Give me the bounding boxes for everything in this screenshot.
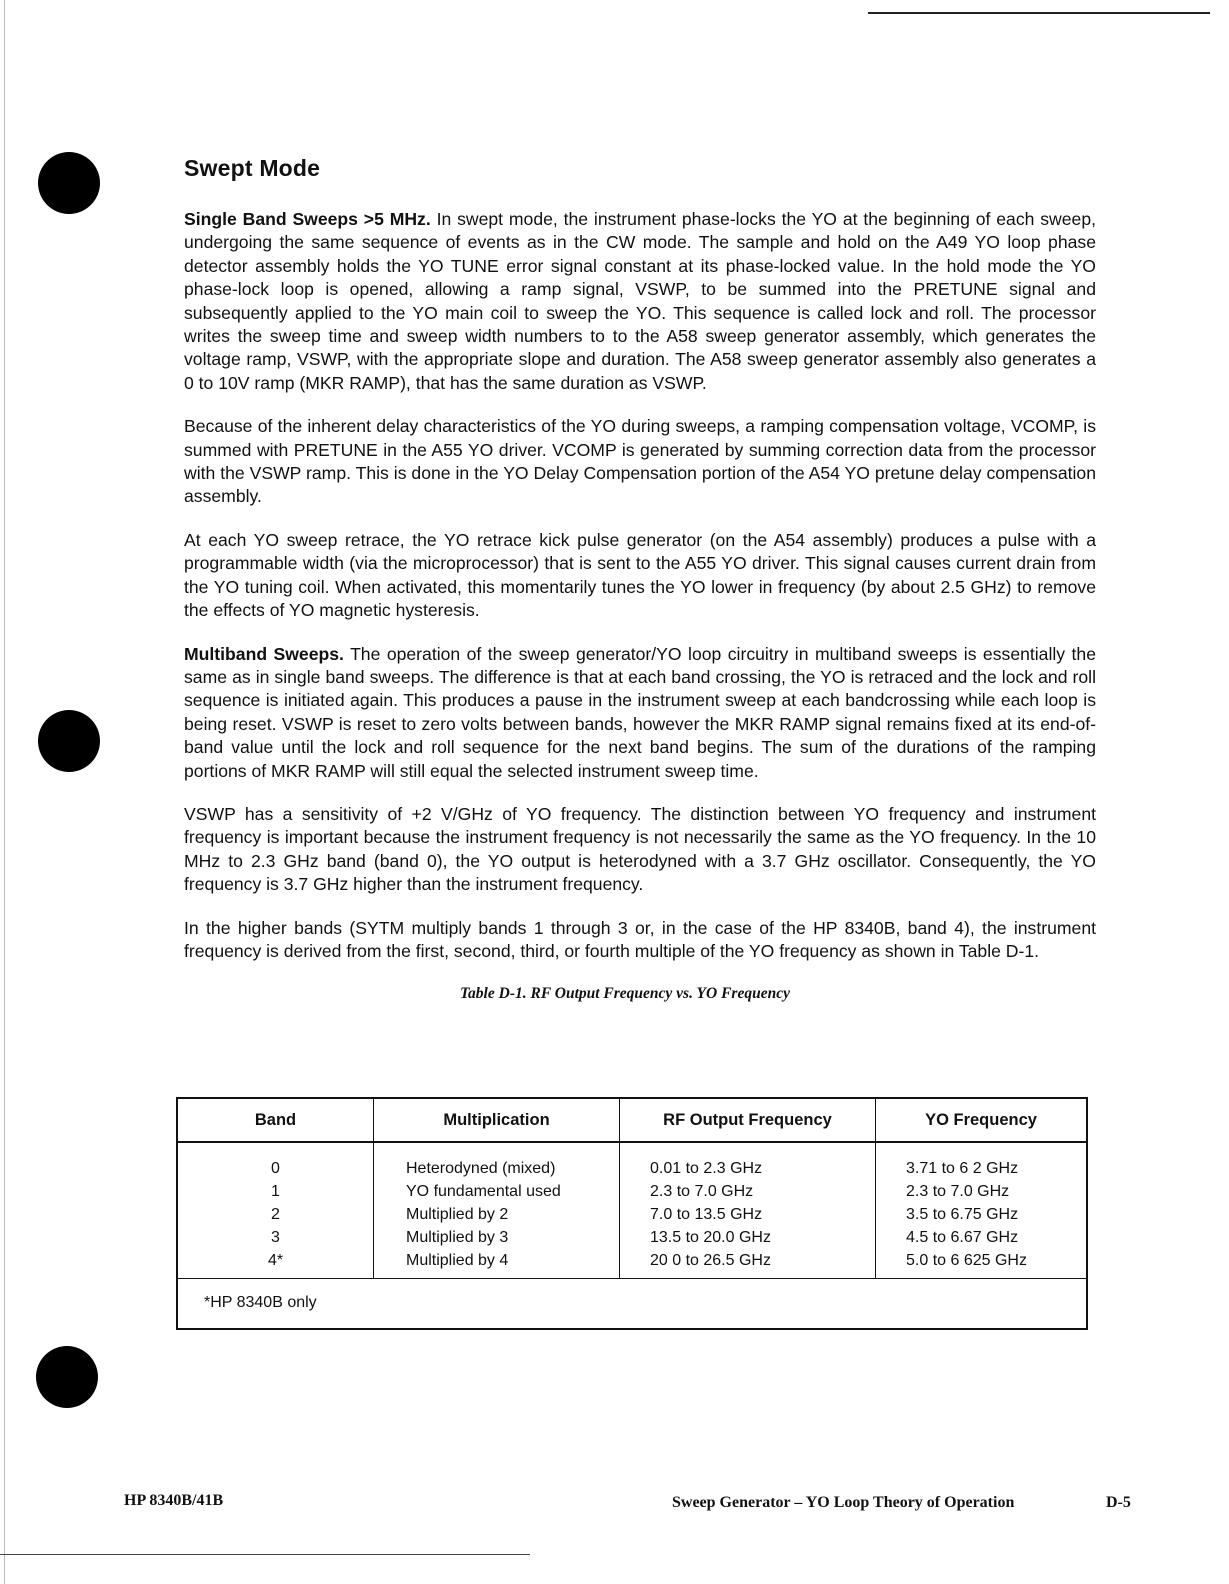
paragraph-multiband — [184, 643, 1096, 783]
yo-frequency-column — [876, 1142, 1088, 1279]
header-yo-frequency: YO Frequency — [876, 1098, 1088, 1142]
left-margin-rule — [4, 0, 5, 1584]
footer-chapter-title: Sweep Generator – YO Loop Theory of Operation — [672, 1494, 1015, 1511]
paragraph-vswp-sensitivity: VSWP has a sensitivity of +2 V/GHz of YO frequency. The distinction between YO frequency and instrument frequency is important because the instrument frequency is not necessarily the same as the YO frequency. In the 10 MHz to 2.3 GHz band (band 0), the YO output is heterodyned with a 3.7 GHz oscillator. Consequently, the YO frequency is 3.7 GHz higher than the instrument frequency. — [184, 803, 1096, 895]
band-column — [177, 1142, 374, 1279]
paragraph-body: In swept mode, the instrument phase-locks the YO at the beginning of each sweep, undergoing the same sequence of events as in the CW mode. The sample and hold on the A49 YO loop phase detector assembly holds the YO TUNE error signal constant at its phase-locked value. In the hold mode the YO phase-lock loop is opened, allowing a ramp signal, VSWP, to be summed into the PRETUNE signal and subsequently applied to the YO main coil to sweep the YO. This sequence is called lock and roll. The processor writes the sweep time and sweep width numbers to to the A58 sweep generator assembly, which generates the voltage ramp, VSWP, with the appropriate slope and duration. The A58 sweep generator assembly also generates a 0 to 10V ramp (MKR RAMP), that has the same duration as VSWP. — [184, 209, 1097, 393]
paragraph-body: The operation of the sweep generator/YO loop circuitry in multiband sweeps is essentially the same as in single band sweeps. The difference is that at each band crossing, the YO is retraced and the lock and roll sequence is initiated again. This produces a pause in the instrument sweep at each bandcrossing while each loop is being reset. VSWP is reset to zero volts between bands, however the MKR RAMP signal remains fixed at its end-of-band value until the lock and roll sequence for the next band begins. The sum of the durations of the ramping portions of MKR RAMP will still equal the selected instrument sweep time. — [184, 643, 1096, 781]
paragraph-lead: Single Band Sweeps >5 MHz. — [184, 209, 431, 229]
punch-hole-top — [38, 152, 100, 214]
punch-hole-bottom — [36, 1346, 98, 1408]
page-content — [184, 155, 1096, 1019]
table-cell: 2 — [271, 1206, 280, 1223]
table-cell: YO fundamental used — [406, 1183, 561, 1200]
header-band: Band — [177, 1098, 374, 1142]
table-cell: 4.5 to 6.67 GHz — [906, 1229, 1019, 1246]
table-cell: Heterodyned (mixed) — [406, 1160, 556, 1177]
paragraph-higher-bands: In the higher bands (SYTM multiply bands 1 through 3 or, in the case of the HP 8340B, band 4), the instrument frequency is derived from the first, second, third, or fourth multiple of the YO frequency as shown in Table D-1. — [184, 917, 1096, 961]
multiplication-column — [374, 1142, 620, 1279]
table-cell: Multiplied by 4 — [406, 1252, 509, 1269]
table-row — [177, 1142, 1087, 1279]
header-rf-output-frequency: RF Output Frequency — [620, 1098, 876, 1142]
table-cell: 13.5 to 20.0 GHz — [650, 1229, 771, 1246]
table-cell: 3 — [271, 1229, 280, 1246]
table-cell: 5.0 to 6 625 GHz — [906, 1252, 1027, 1269]
table-cell: 7.0 to 13.5 GHz — [650, 1206, 763, 1223]
punch-hole-middle — [38, 710, 100, 772]
table-cell: 1 — [271, 1183, 280, 1200]
table-footnote-row — [177, 1279, 1087, 1330]
table-footnote: *HP 8340B only — [177, 1279, 1087, 1330]
footer-model: HP 8340B/41B — [124, 1492, 224, 1509]
rf-output-column — [620, 1142, 876, 1279]
table-cell: 4* — [267, 1252, 284, 1269]
bottom-rule — [0, 1554, 530, 1555]
table-cell: 0.01 to 2.3 GHz — [650, 1160, 763, 1177]
footer-page-number: D-5 — [1106, 1494, 1131, 1511]
table-caption: Table D-1. RF Output Frequency vs. YO Frequency — [460, 985, 790, 1003]
paragraph-delay-compensation: Because of the inherent delay characteristics of the YO during sweeps, a ramping compensation voltage, VCOMP, is summed with PRETUNE in the A55 YO driver. VCOMP is generated by summing correction data from the processor with the VSWP ramp. This is done in the YO Delay Compensation portion of the A54 YO pretune delay compensation assembly. — [184, 416, 1096, 507]
frequency-table — [176, 1097, 1088, 1330]
table-cell: 2.3 to 7.0 GHz — [906, 1183, 1010, 1200]
table-cell: 3.5 to 6.75 GHz — [906, 1206, 1019, 1223]
section-title: Swept Mode — [184, 155, 321, 181]
paragraph-single-band — [184, 208, 1096, 395]
table-cell: 20 0 to 26.5 GHz — [650, 1252, 771, 1269]
table-header-row — [177, 1098, 1087, 1142]
paragraph-lead: Multiband Sweeps. — [184, 643, 344, 664]
top-rule — [868, 12, 1210, 14]
table-cell: 2.3 to 7.0 GHz — [650, 1183, 754, 1200]
table-cell: Multiplied by 3 — [406, 1229, 509, 1246]
table-cell: Multiplied by 2 — [406, 1206, 509, 1223]
paragraph-retrace-kick: At each YO sweep retrace, the YO retrace kick pulse generator (on the A54 assembly) produces a pulse with a programmable width (via the microprocessor) that is sent to the A55 YO driver. This signal causes current drain from the YO tuning coil. When activated, this momentarily tunes the YO lower in frequency (by about 2.5 GHz) to remove the effects of YO magnetic hysteresis. — [184, 529, 1096, 621]
table-cell: 3.71 to 6 2 GHz — [906, 1160, 1019, 1177]
table-cell: 0 — [271, 1160, 280, 1177]
header-multiplication: Multiplication — [374, 1098, 620, 1142]
